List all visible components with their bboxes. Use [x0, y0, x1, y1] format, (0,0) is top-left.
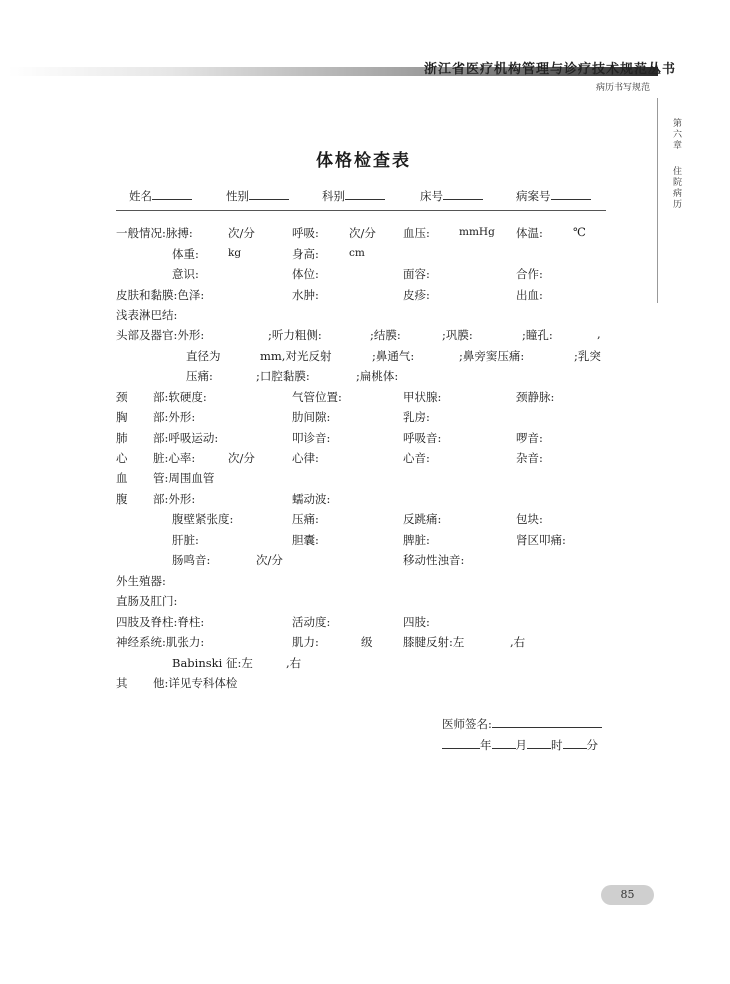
header-subtitle: 病历书写规范	[596, 83, 651, 93]
field-department-blank	[345, 189, 385, 200]
percussion-label: 叩诊音:	[292, 431, 331, 445]
neck-label-1: 颈	[116, 390, 128, 404]
year-blank	[442, 738, 480, 749]
minute-label: 分	[586, 738, 598, 752]
sclera-label: ;巩膜:	[442, 328, 473, 342]
bowel-sound-unit: 次/分	[256, 553, 283, 567]
chest-label-2: 部:外形:	[153, 410, 196, 424]
babinski-label: Babinski 征:左	[172, 656, 253, 670]
tonsil-label: ;扁桃体:	[356, 369, 399, 383]
heart-label-2: 脏:心率:	[153, 451, 196, 465]
rebound-label: 反跳痛:	[403, 512, 442, 526]
breath-sound-label: 呼吸音:	[403, 431, 442, 445]
heart-sound-label: 心音:	[403, 451, 430, 465]
bp-unit: mmHg	[459, 226, 495, 238]
extremities-label: 四肢:	[403, 615, 430, 629]
conjunctiva-label: ;结膜:	[370, 328, 401, 342]
series-title: 浙江省医疗机构管理与诊疗技术规范丛书	[424, 62, 677, 77]
hearing-label: ;听力粗侧:	[268, 328, 322, 342]
spleen-label: 脾脏:	[403, 533, 430, 547]
bp-label: 血压:	[403, 226, 430, 240]
abdomen-label-1: 腹	[116, 492, 128, 506]
nasal-label: ;鼻通气:	[372, 349, 415, 363]
side-section: 住院病历	[671, 166, 681, 210]
minute-blank	[563, 738, 587, 749]
rash-label: 皮疹:	[403, 288, 430, 302]
header-rule	[116, 210, 606, 211]
resp-unit: 次/分	[349, 226, 376, 240]
field-name	[129, 188, 192, 204]
temp-label: 体温:	[516, 226, 543, 240]
mobility-label: 活动度:	[292, 615, 331, 629]
peristalsis-label: 蠕动波:	[292, 492, 331, 506]
lung-label-1: 肺	[116, 431, 128, 445]
mass-label: 包块:	[516, 512, 543, 526]
knee-reflex-right: ,右	[510, 635, 526, 649]
neck-label-2: 部:软硬度:	[153, 390, 207, 404]
year-label: 年	[480, 738, 492, 752]
temp-unit: ℃	[573, 225, 586, 239]
doctor-signature	[442, 716, 602, 732]
height-label: 身高:	[292, 247, 319, 261]
tension-label: 腹壁紧张度:	[172, 512, 234, 526]
mastoid-tender-label: 压痛:	[186, 369, 213, 383]
strength-grade: 级	[361, 635, 373, 649]
form-title: 体格检查表	[316, 151, 411, 171]
hour-blank	[527, 738, 551, 749]
cooperation-label: 合作:	[516, 267, 543, 281]
field-sex-label: 性别	[226, 189, 249, 203]
rale-label: 啰音:	[516, 431, 543, 445]
sinus-label: ;鼻旁窦压痛:	[459, 349, 525, 363]
light-reflex-label: mm,对光反射	[260, 349, 332, 363]
intercostal-label: 肋间隙:	[292, 410, 331, 424]
field-record-no-blank	[551, 189, 591, 200]
bleeding-label: 出血:	[516, 288, 543, 302]
field-bed-label: 床号	[420, 189, 443, 203]
nerve-label: 神经系统:肌张力:	[116, 635, 205, 649]
genital-label: 外生殖器:	[116, 574, 166, 588]
field-department	[322, 188, 385, 204]
lymph-label: 浅表淋巴结:	[116, 308, 178, 322]
field-department-label: 科别	[322, 189, 345, 203]
rectum-label: 直肠及肛门:	[116, 594, 178, 608]
field-sex-blank	[249, 189, 289, 200]
consciousness-label: 意识:	[172, 267, 199, 281]
position-label: 体位:	[292, 267, 319, 281]
head-comma: ,	[597, 327, 601, 341]
other-label-2: 他:详见专科体检	[153, 676, 238, 690]
sign-datetime	[442, 737, 598, 753]
heart-rate-unit: 次/分	[228, 451, 255, 465]
heart-label-1: 心	[116, 451, 128, 465]
gallbladder-label: 胆囊:	[292, 533, 319, 547]
kidney-label: 肾区叩痛:	[516, 533, 566, 547]
pupil-label: ;瞳孔:	[522, 328, 553, 342]
month-label: 月	[515, 738, 527, 752]
side-chapter: 第六章	[671, 118, 681, 151]
field-name-blank	[152, 189, 192, 200]
bowel-sound-label: 肠鸣音:	[172, 553, 211, 567]
strength-label: 肌力:	[292, 635, 319, 649]
side-divider	[657, 98, 658, 303]
doctor-signature-label: 医师签名:	[442, 717, 492, 731]
field-record-no-label: 病案号	[516, 189, 551, 203]
head-label: 头部及器官:外形:	[116, 328, 205, 342]
diameter-label: 直径为	[186, 349, 221, 363]
lung-label-2: 部:呼吸运动:	[153, 431, 219, 445]
rhythm-label: 心律:	[292, 451, 319, 465]
pulse-unit: 次/分	[228, 226, 255, 240]
abdomen-tender-label: 压痛:	[292, 512, 319, 526]
thyroid-label: 甲状腺:	[403, 390, 442, 404]
limbs-label: 四肢及脊柱:脊柱:	[116, 615, 205, 629]
month-blank	[492, 738, 516, 749]
jugular-label: 颈静脉:	[516, 390, 555, 404]
hour-label: 时	[551, 738, 563, 752]
vessel-label-1: 血	[116, 471, 128, 485]
weight-unit: kg	[228, 247, 242, 259]
general-label: 一般情况:脉搏:	[116, 226, 193, 240]
oral-label: ;口腔黏膜:	[256, 369, 310, 383]
height-unit: cm	[349, 247, 365, 259]
knee-reflex-label: 膝腱反射:左	[403, 635, 465, 649]
trachea-label: 气管位置:	[292, 390, 342, 404]
vessel-label-2: 管:周围血管	[153, 471, 215, 485]
murmur-label: 杂音:	[516, 451, 543, 465]
field-sex	[226, 188, 289, 204]
field-bed-blank	[443, 189, 483, 200]
abdomen-label-2: 部:外形:	[153, 492, 196, 506]
face-label: 面容:	[403, 267, 430, 281]
field-bed	[420, 188, 483, 204]
babinski-right: ,右	[286, 656, 302, 670]
mastoid-label: ;乳突	[574, 349, 601, 363]
edema-label: 水肿:	[292, 288, 319, 302]
resp-label: 呼吸:	[292, 226, 319, 240]
skin-label: 皮肤和黏膜:色泽:	[116, 288, 205, 302]
dullness-label: 移动性浊音:	[403, 553, 465, 567]
weight-label: 体重:	[172, 247, 199, 261]
chest-label-1: 胸	[116, 410, 128, 424]
doctor-signature-blank	[492, 717, 602, 728]
field-record-no	[516, 188, 591, 204]
liver-label: 肝脏:	[172, 533, 199, 547]
page-number: 85	[601, 885, 654, 905]
other-label-1: 其	[116, 676, 128, 690]
field-name-label: 姓名	[129, 189, 152, 203]
breast-label: 乳房:	[403, 410, 430, 424]
